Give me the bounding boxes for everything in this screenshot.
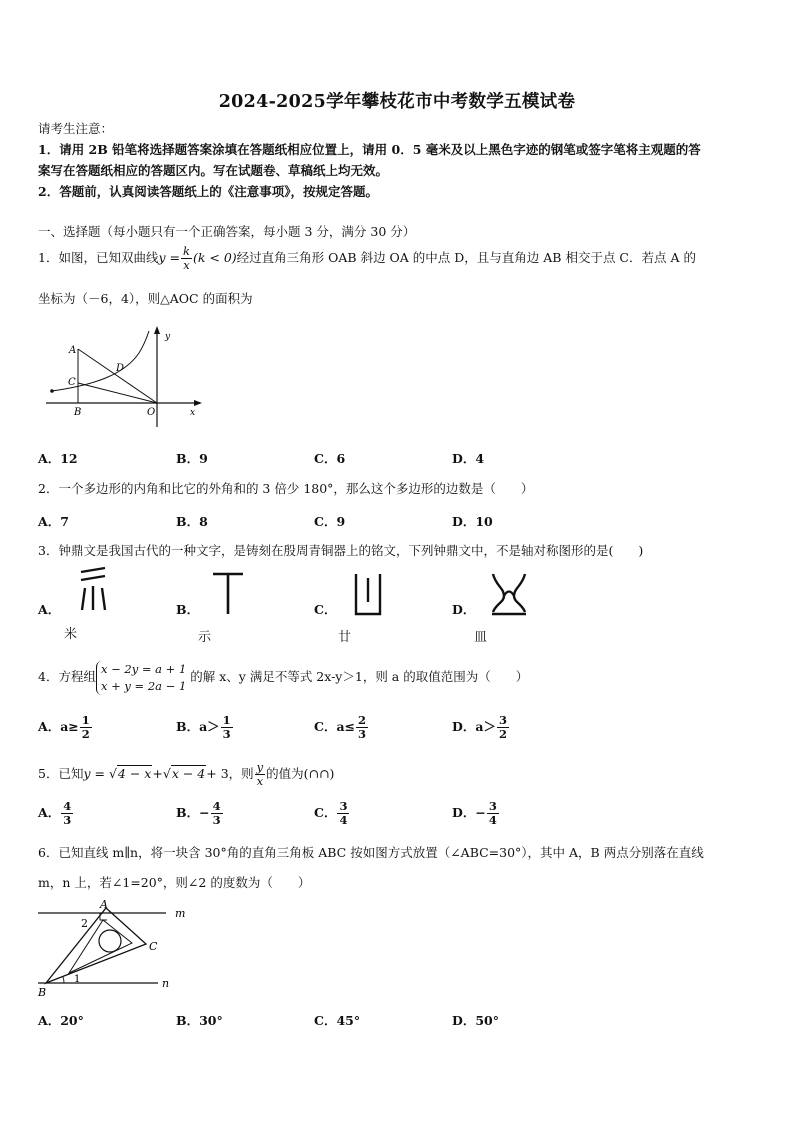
q2-option-b[interactable]: B．8: [176, 514, 208, 529]
question-3-text: 3．钟鼎文是我国古代的一种文字，是铸刻在殷周青铜器上的铭文，下列钟鼎文中，不是轴对称图形的是( ): [38, 543, 644, 558]
q1-option-b[interactable]: B．9: [176, 451, 208, 466]
q4-option-b-label: B．a＞: [176, 719, 220, 734]
q4-option-d-den: 2: [498, 727, 507, 741]
q6-label-m: m: [175, 907, 186, 920]
q5-option-a-den: 3: [63, 813, 72, 827]
q5-option-b-label: B．: [176, 805, 200, 820]
q5-option-b-sign: −: [199, 805, 210, 820]
q5-option-d[interactable]: [452, 798, 500, 828]
q6-option-b[interactable]: B．30°: [176, 1013, 223, 1028]
q3-glyph-a: [78, 566, 108, 616]
q5-rest: 的值为(∩∩): [266, 766, 335, 781]
q5-eq-lhs: y =: [83, 766, 105, 781]
q6-option-c[interactable]: C．45°: [314, 1013, 361, 1028]
q1-label-b: B: [74, 407, 82, 418]
q1-label-c: C: [68, 377, 76, 388]
q4-option-d-fraction: [497, 714, 509, 741]
q4-option-b-den: 3: [222, 727, 231, 741]
question-6-line-1: 6．已知直线 m∥n，将一块含 30°角的直角三角板 ABC 按如图方式放置（∠ABC=30°），其中 A，B 两点分别落在直线: [38, 845, 704, 860]
q4-option-d-num: 3: [498, 713, 507, 727]
q3-glyph-b: [210, 570, 246, 618]
q3-option-c[interactable]: C．: [314, 602, 337, 617]
q4-option-a-num: 1: [81, 713, 90, 727]
q1-option-d[interactable]: D．4: [452, 451, 485, 466]
q5-frac-den: x: [256, 774, 264, 788]
q3-caption-c: 廿: [338, 630, 352, 645]
q5-option-a-fraction: [61, 800, 73, 827]
q1-hyperbola: [52, 331, 149, 391]
q5-option-b-num: 4: [212, 799, 221, 813]
q5-option-c[interactable]: [314, 798, 350, 828]
q6-label-n: n: [162, 977, 170, 990]
q2-option-c[interactable]: C．9: [314, 514, 346, 529]
q5-frac-num: y: [256, 760, 264, 774]
q1-label-y: y: [165, 332, 171, 342]
q3-glyph-d: [488, 570, 530, 618]
q6-figure: [34, 896, 194, 1000]
q6-label-angle-1: 1: [74, 974, 81, 985]
q6-triangle-hole: [99, 930, 121, 952]
q3-caption-b: 示: [198, 630, 212, 645]
q5-option-d-sign: −: [475, 805, 486, 820]
q5-option-c-label: C．: [314, 805, 337, 820]
section-heading: 一、选择题（每小题只有一个正确答案，每小题 3 分，满分 30 分）: [38, 224, 416, 239]
question-5-line: 5．已知y = √4 − x+√x − 4+ 3，则 $\frac{y}{x}$ 的值为(∩∩): [38, 760, 335, 788]
q6-label-c: C: [149, 940, 158, 953]
q6-option-d[interactable]: D．50°: [452, 1013, 499, 1028]
question-6-line-2: m，n 上，若∠1=20°，则∠2 的度数为（ ）: [38, 875, 311, 890]
q4-prefix: 4．方程组: [38, 669, 96, 684]
question-1-line-2: 坐标为（－6，4），则△AOC 的面积为: [38, 291, 253, 306]
q4-option-d-label: D．a＞: [452, 719, 496, 734]
q3-option-a[interactable]: A．: [38, 602, 61, 617]
q4-option-c-label: C．a≤: [314, 719, 356, 734]
q6-option-a[interactable]: A．20°: [38, 1013, 84, 1028]
q3-option-b[interactable]: B．: [176, 602, 200, 617]
q5-option-d-label: D．: [452, 805, 476, 820]
q1-label-x: x: [190, 408, 196, 418]
q4-option-a-fraction: [80, 714, 92, 741]
q1-prefix: 1．如图，已知双曲线: [38, 250, 159, 265]
q5-option-a-num: 4: [63, 799, 72, 813]
q1-option-a[interactable]: A．12: [38, 451, 78, 466]
q3-option-d[interactable]: D．: [452, 602, 476, 617]
q4-option-d[interactable]: [452, 712, 510, 742]
q4-option-a[interactable]: [38, 712, 93, 742]
q4-option-a-den: 2: [81, 727, 90, 741]
q4-eq-2: x + y = 2a − 1: [100, 678, 187, 693]
q1-segment-co: [78, 383, 157, 403]
q1-y-arrow-icon: [154, 326, 160, 334]
q4-option-c-num: 2: [358, 713, 367, 727]
q5-radicand-2: x − 4: [171, 766, 206, 781]
q1-frac-den: x: [183, 258, 190, 272]
q4-rest: 的解 x、y 满足不等式 2x-y＞1，则 a 的取值范围为（ ）: [190, 669, 529, 684]
q3-caption-d: 皿: [474, 630, 488, 645]
notice-item-2: 2．答题前，认真阅读答题纸上的《注意事项》，按规定答题。: [38, 184, 378, 199]
page-title: 2024-2025学年攀枝花市中考数学五模试卷: [218, 92, 576, 112]
q4-option-b-fraction: [221, 714, 233, 741]
notice-item-1-line-1: 1．请用 2B 铅笔将选择题答案涂填在答题纸相应位置上，请用 0．5 毫米及以上黑色字迹的钢笔或签字笔将主观题的答: [38, 142, 701, 157]
q1-label-o: O: [147, 407, 156, 418]
q6-label-a: A: [100, 898, 108, 911]
q4-eq-1: x − 2y = a + 1: [100, 661, 187, 676]
q1-option-c[interactable]: C．6: [314, 451, 346, 466]
q5-option-d-fraction: [487, 800, 499, 827]
q6-triangle-outer: [46, 908, 146, 983]
q1-eq-lhs: y =: [158, 250, 180, 265]
q5-option-b[interactable]: [176, 798, 224, 828]
q6-label-angle-2: 2: [81, 917, 88, 930]
q4-option-b[interactable]: [176, 712, 234, 742]
q5-option-c-fraction: [337, 800, 349, 827]
question-4-line: [38, 657, 528, 697]
q4-option-c[interactable]: [314, 712, 369, 742]
question-1-line-1: [38, 244, 696, 272]
q2-option-d[interactable]: D．10: [452, 514, 493, 529]
q5-option-d-num: 3: [488, 799, 497, 813]
q1-curve-endpoint: [50, 389, 54, 393]
q1-fraction: [181, 245, 192, 272]
question-2-text: 2．一个多边形的内角和比它的外角和的 3 倍少 180°，那么这个多边形的边数是（ ）: [38, 481, 534, 496]
q6-label-b: B: [38, 986, 47, 999]
q1-condition: (k < 0): [192, 250, 237, 265]
q4-option-c-fraction: [356, 714, 368, 741]
q5-option-a[interactable]: [38, 798, 74, 828]
q5-option-d-den: 4: [488, 813, 497, 827]
q5-option-c-num: 3: [339, 799, 348, 813]
q4-option-b-num: 1: [222, 713, 231, 727]
q5-prefix: 5．已知: [38, 766, 84, 781]
q5-option-a-label: A．: [38, 805, 61, 820]
q1-rest: 经过直角三角形 OAB 斜边 OA 的中点 D，且与直角边 AB 相交于点 C．若点 A 的: [236, 250, 696, 265]
q4-option-a-label: A．a≥: [38, 719, 79, 734]
q1-segment-ao: [78, 349, 157, 403]
q1-x-arrow-icon: [194, 400, 202, 406]
q5-option-b-fraction: [211, 800, 223, 827]
q3-caption-a: 米: [64, 627, 78, 642]
q5-plus: +: [152, 766, 163, 781]
q4-equation-system: [96, 661, 190, 695]
q1-label-a: A: [69, 345, 77, 356]
q5-fraction: [255, 761, 266, 788]
q1-label-d: D: [116, 363, 125, 374]
q5-option-b-den: 3: [212, 813, 221, 827]
q1-frac-num: k: [182, 244, 190, 258]
q5-radicand-1: 4 − x: [117, 766, 152, 781]
q4-option-c-den: 3: [358, 727, 367, 741]
q5-tail: + 3，则: [206, 766, 254, 781]
q5-option-c-den: 4: [339, 813, 348, 827]
q3-glyph-c: [352, 572, 384, 618]
q2-option-a[interactable]: A．7: [38, 514, 69, 529]
notice-item-1-line-2: 案写在答题纸相应的答题区内。写在试题卷、草稿纸上均无效。: [38, 163, 389, 178]
q6-angle-1-arc: [63, 977, 64, 983]
notice-heading: 请考生注意：: [38, 121, 114, 136]
q1-figure: [44, 323, 214, 429]
